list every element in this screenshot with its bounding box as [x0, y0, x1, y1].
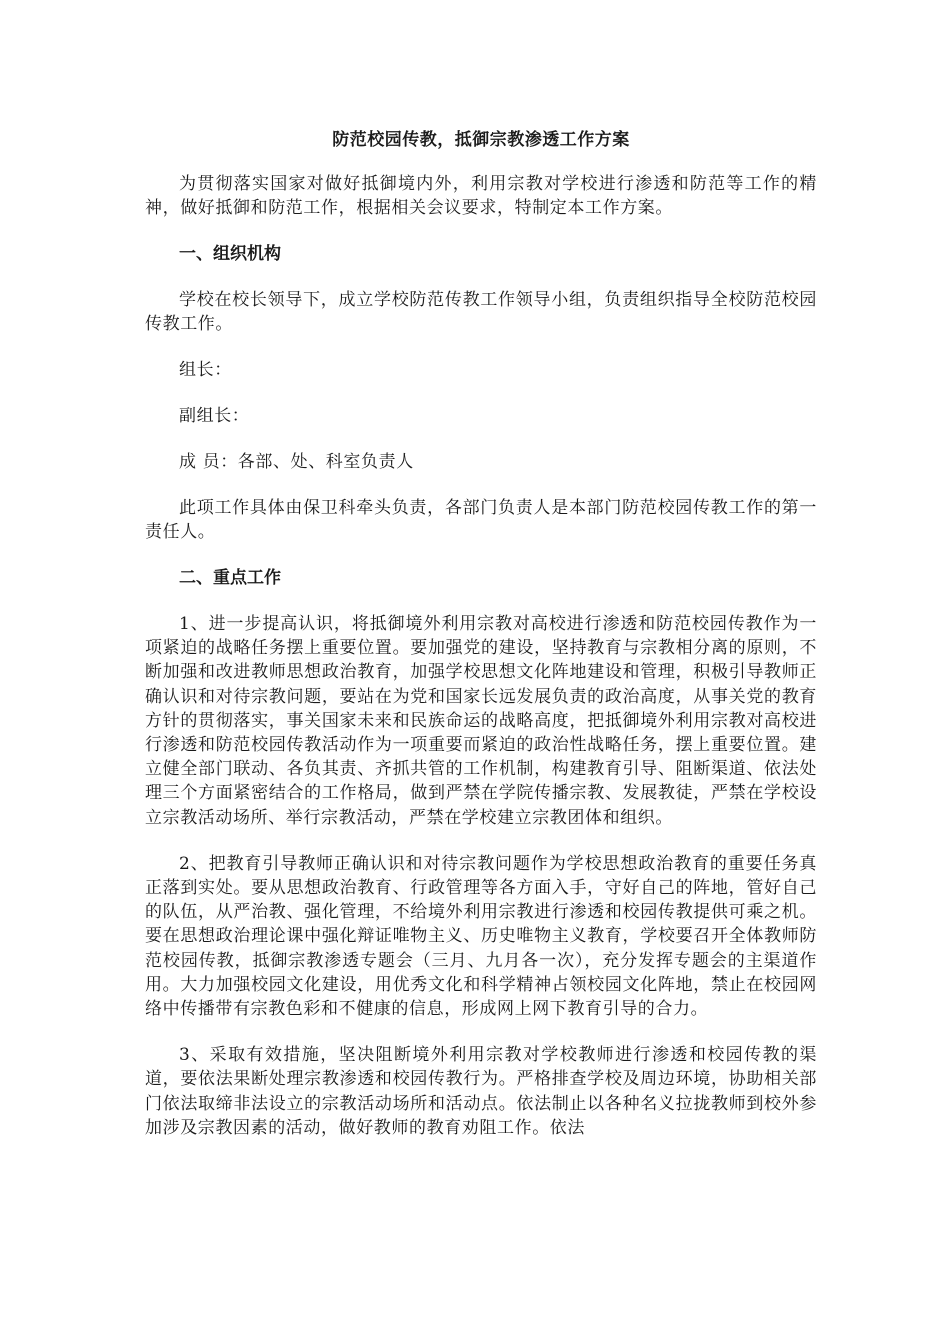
- document-title: 防范校园传教，抵御宗教渗透工作方案: [332, 130, 630, 150]
- members-line: 成 员：各部、处、科室负责人: [179, 452, 414, 472]
- key-work-item-1: 1、进一步提高认识，将抵御境外利用宗教对高校进行渗透和防范校园传教作为一项紧迫的战略任务摆上重要位置。要加强党的建设，坚持教育与宗教相分离的原则，不断加强和改进教师思想政治教育，加强学校思想文化阵地建设和管理，积极引导教师正确认识和对待宗教问题，要站在为党和国家长远发展负责的政治高度，从事关党的教育方针的贯彻落实，事关国家未来和民族命运的战略高度，把抵御境外利用宗教对高校进行渗透和防范校园传教活动作为一项重要而紧迫的政治性战略任务，摆上重要位置。建立健全部门联动、各负其责、齐抓共管的工作机制，构建教育引导、阻断渠道、依法处理三个方面紧密结合的工作格局，做到严禁在学院传播宗教、发展教徒，严禁在学校设立宗教活动场所、举行宗教活动，严禁在学校建立宗教团体和组织。: [145, 614, 817, 828]
- section-heading-key-work: 二、重点工作: [179, 568, 281, 588]
- organization-paragraph: 学校在校长领导下，成立学校防范传教工作领导小组，负责组织指导全校防范校园传教工作。: [145, 290, 817, 334]
- key-work-item-3: 3、采取有效措施，坚决阻断境外利用宗教对学校教师进行渗透和校园传教的渠道，要依法果断处理宗教渗透和校园传教行为。严格排查学校及周边环境，协助相关部门依法取缔非法设立的宗教活动场所和活动点。依法制止以各种名义拉拢教师到校外参加涉及宗教因素的活动，做好教师的教育劝阻工作。依法: [145, 1045, 817, 1138]
- key-work-item-2: 2、把教育引导教师正确认识和对待宗教问题作为学校思想政治教育的重要任务真正落到实处。要从思想政治教育、行政管理等各方面入手，守好自己的阵地，管好自己的队伍，从严治教、强化管理，不给境外利用宗教进行渗透和校园传教提供可乘之机。要在思想政治理论课中强化辩证唯物主义、历史唯物主义教育，学校要召开全体教师防范校园传教，抵御宗教渗透专题会（三月、九月各一次），充分发挥专题会的主渠道作用。大力加强校园文化建设，用优秀文化和科学精神占领校园文化阵地，禁止在校园网络中传播带有宗教色彩和不健康的信息，形成网上网下教育引导的合力。: [145, 853, 817, 1020]
- intro-paragraph: 为贯彻落实国家对做好抵御境内外，利用宗教对学校进行渗透和防范等工作的精神，做好抵御和防范工作，根据相关会议要求，特制定本工作方案。: [145, 174, 817, 218]
- deputy-leader-line: 副组长：: [179, 406, 250, 426]
- document-page: [145, 128, 817, 1162]
- responsibility-paragraph: 此项工作具体由保卫科牵头负责，各部门负责人是本部门防范校园传教工作的第一责任人。: [145, 498, 817, 542]
- section-heading-organization: 一、组织机构: [179, 244, 281, 264]
- leader-line: 组长：: [179, 360, 232, 380]
